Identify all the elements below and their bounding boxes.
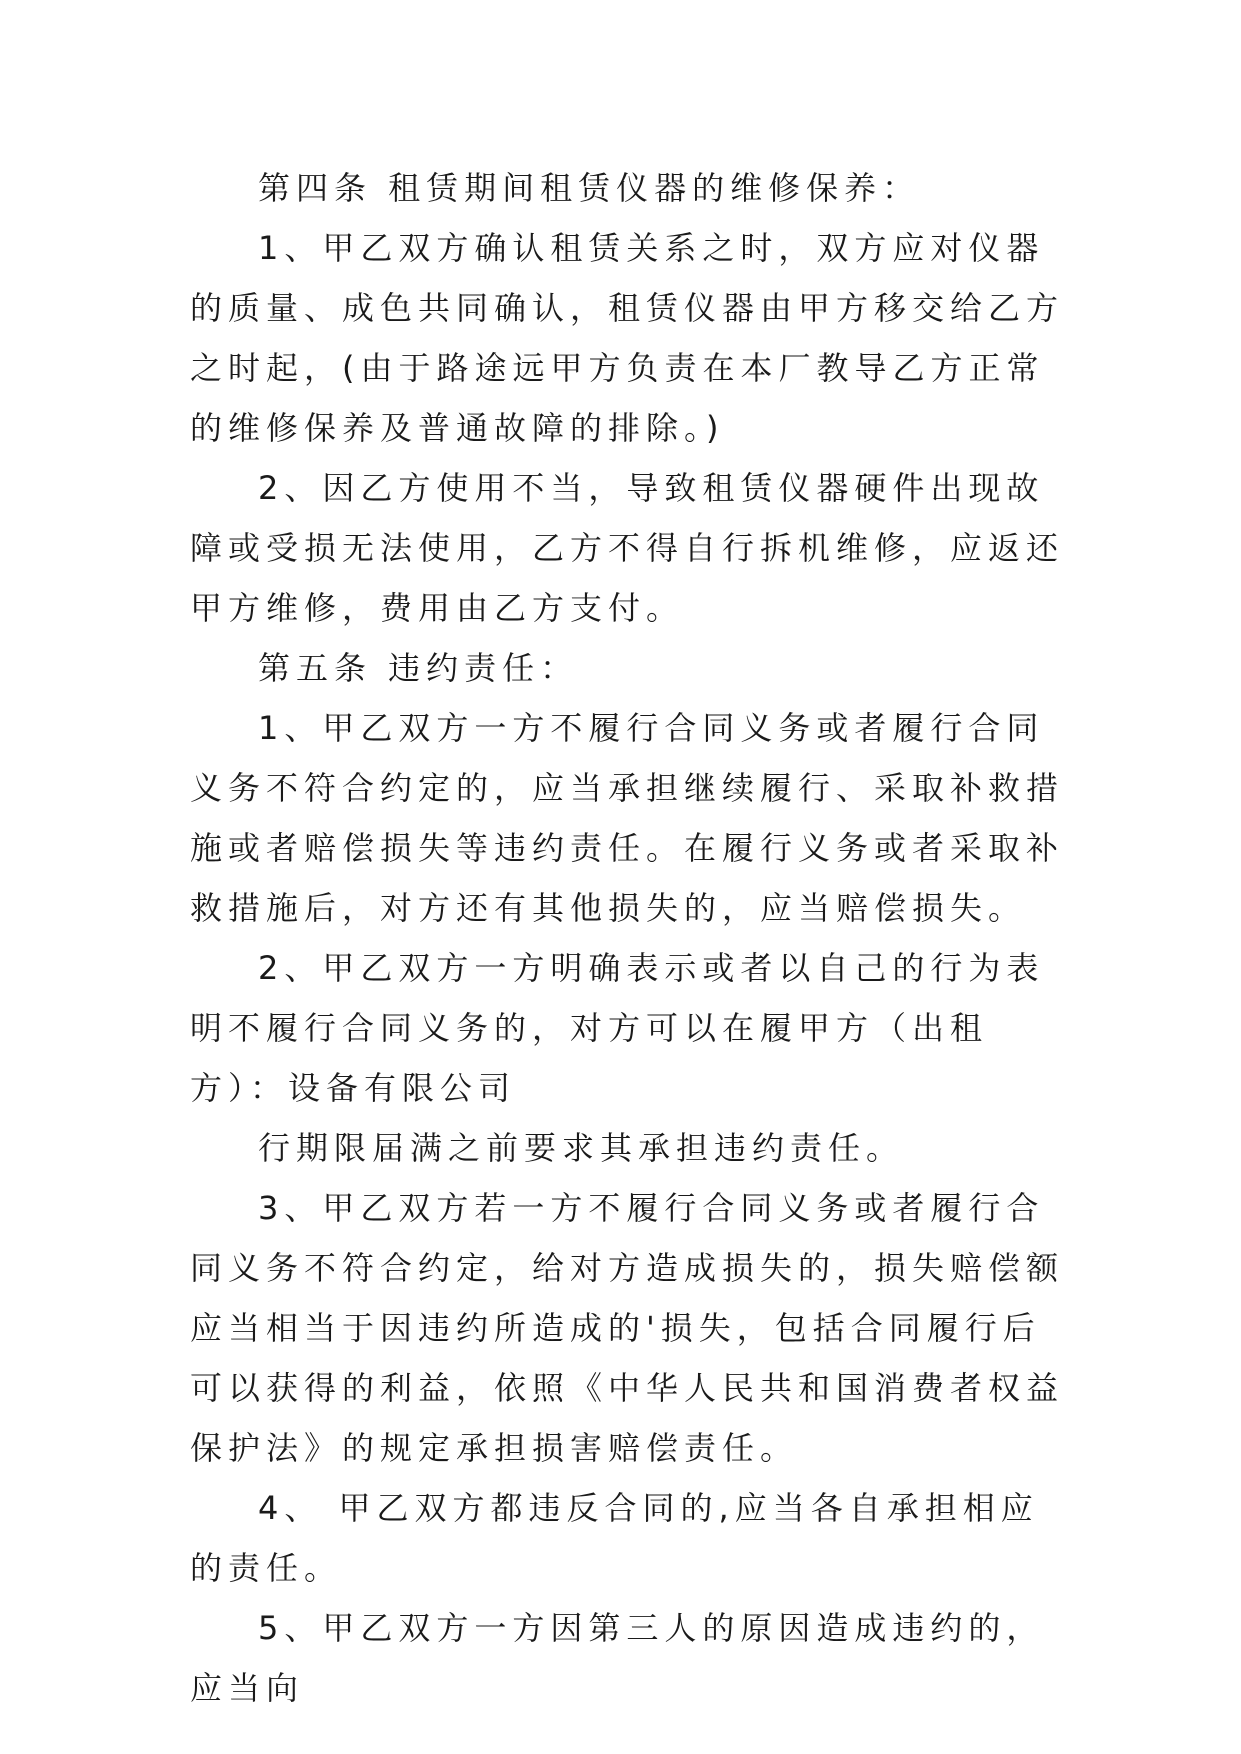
article-4-clause-2: 2、因乙方使用不当，导致租赁仪器硬件出现故障或受损无法使用，乙方不得自行拆机维修，应返还甲方维修，费用由乙方支付。 [190, 469, 1065, 627]
article-5-clause-2-continuation: 行期限届满之前要求其承担违约责任。 [258, 1129, 905, 1167]
article-5-clause-3: 3、甲乙双方若一方不履行合同义务或者履行合同义务不符合约定，给对方造成损失的，损失赔偿额应当相当于因违约所造成的'损失，包括合同履行后可以获得的利益，依照《中华人民共和国消费者权益保护法》的规定承担损害赔偿责任。 [190, 1189, 1065, 1467]
article-5-clause-1: 1、甲乙双方一方不履行合同义务或者履行合同义务不符合约定的，应当承担继续履行、采取补救措施或者赔偿损失等违约责任。在履行义务或者采取补救措施后，对方还有其他损失的，应当赔偿损失。 [190, 709, 1065, 927]
document-body [190, 158, 1065, 1718]
article-5-heading: 第五条 违约责任： [258, 649, 579, 687]
article-4-heading: 第四条 租赁期间租赁仪器的维修保养： [258, 169, 921, 207]
article-5-clause-4: 4、 甲乙双方都违反合同的,应当各自承担相应的责任。 [190, 1489, 1039, 1587]
article-5-clause-5: 5、甲乙双方一方因第三人的原因造成违约的，应当向 [190, 1609, 1045, 1707]
article-5-clause-2: 2、甲乙双方一方明确表示或者以自己的行为表明不履行合同义务的，对方可以在履甲方（出租方）：设备有限公司 [190, 949, 1045, 1107]
article-4-clause-1: 1、甲乙双方确认租赁关系之时，双方应对仪器的质量、成色共同确认，租赁仪器由甲方移交给乙方之时起，(由于路途远甲方负责在本厂教导乙方正常的维修保养及普通故障的排除。) [190, 229, 1065, 447]
